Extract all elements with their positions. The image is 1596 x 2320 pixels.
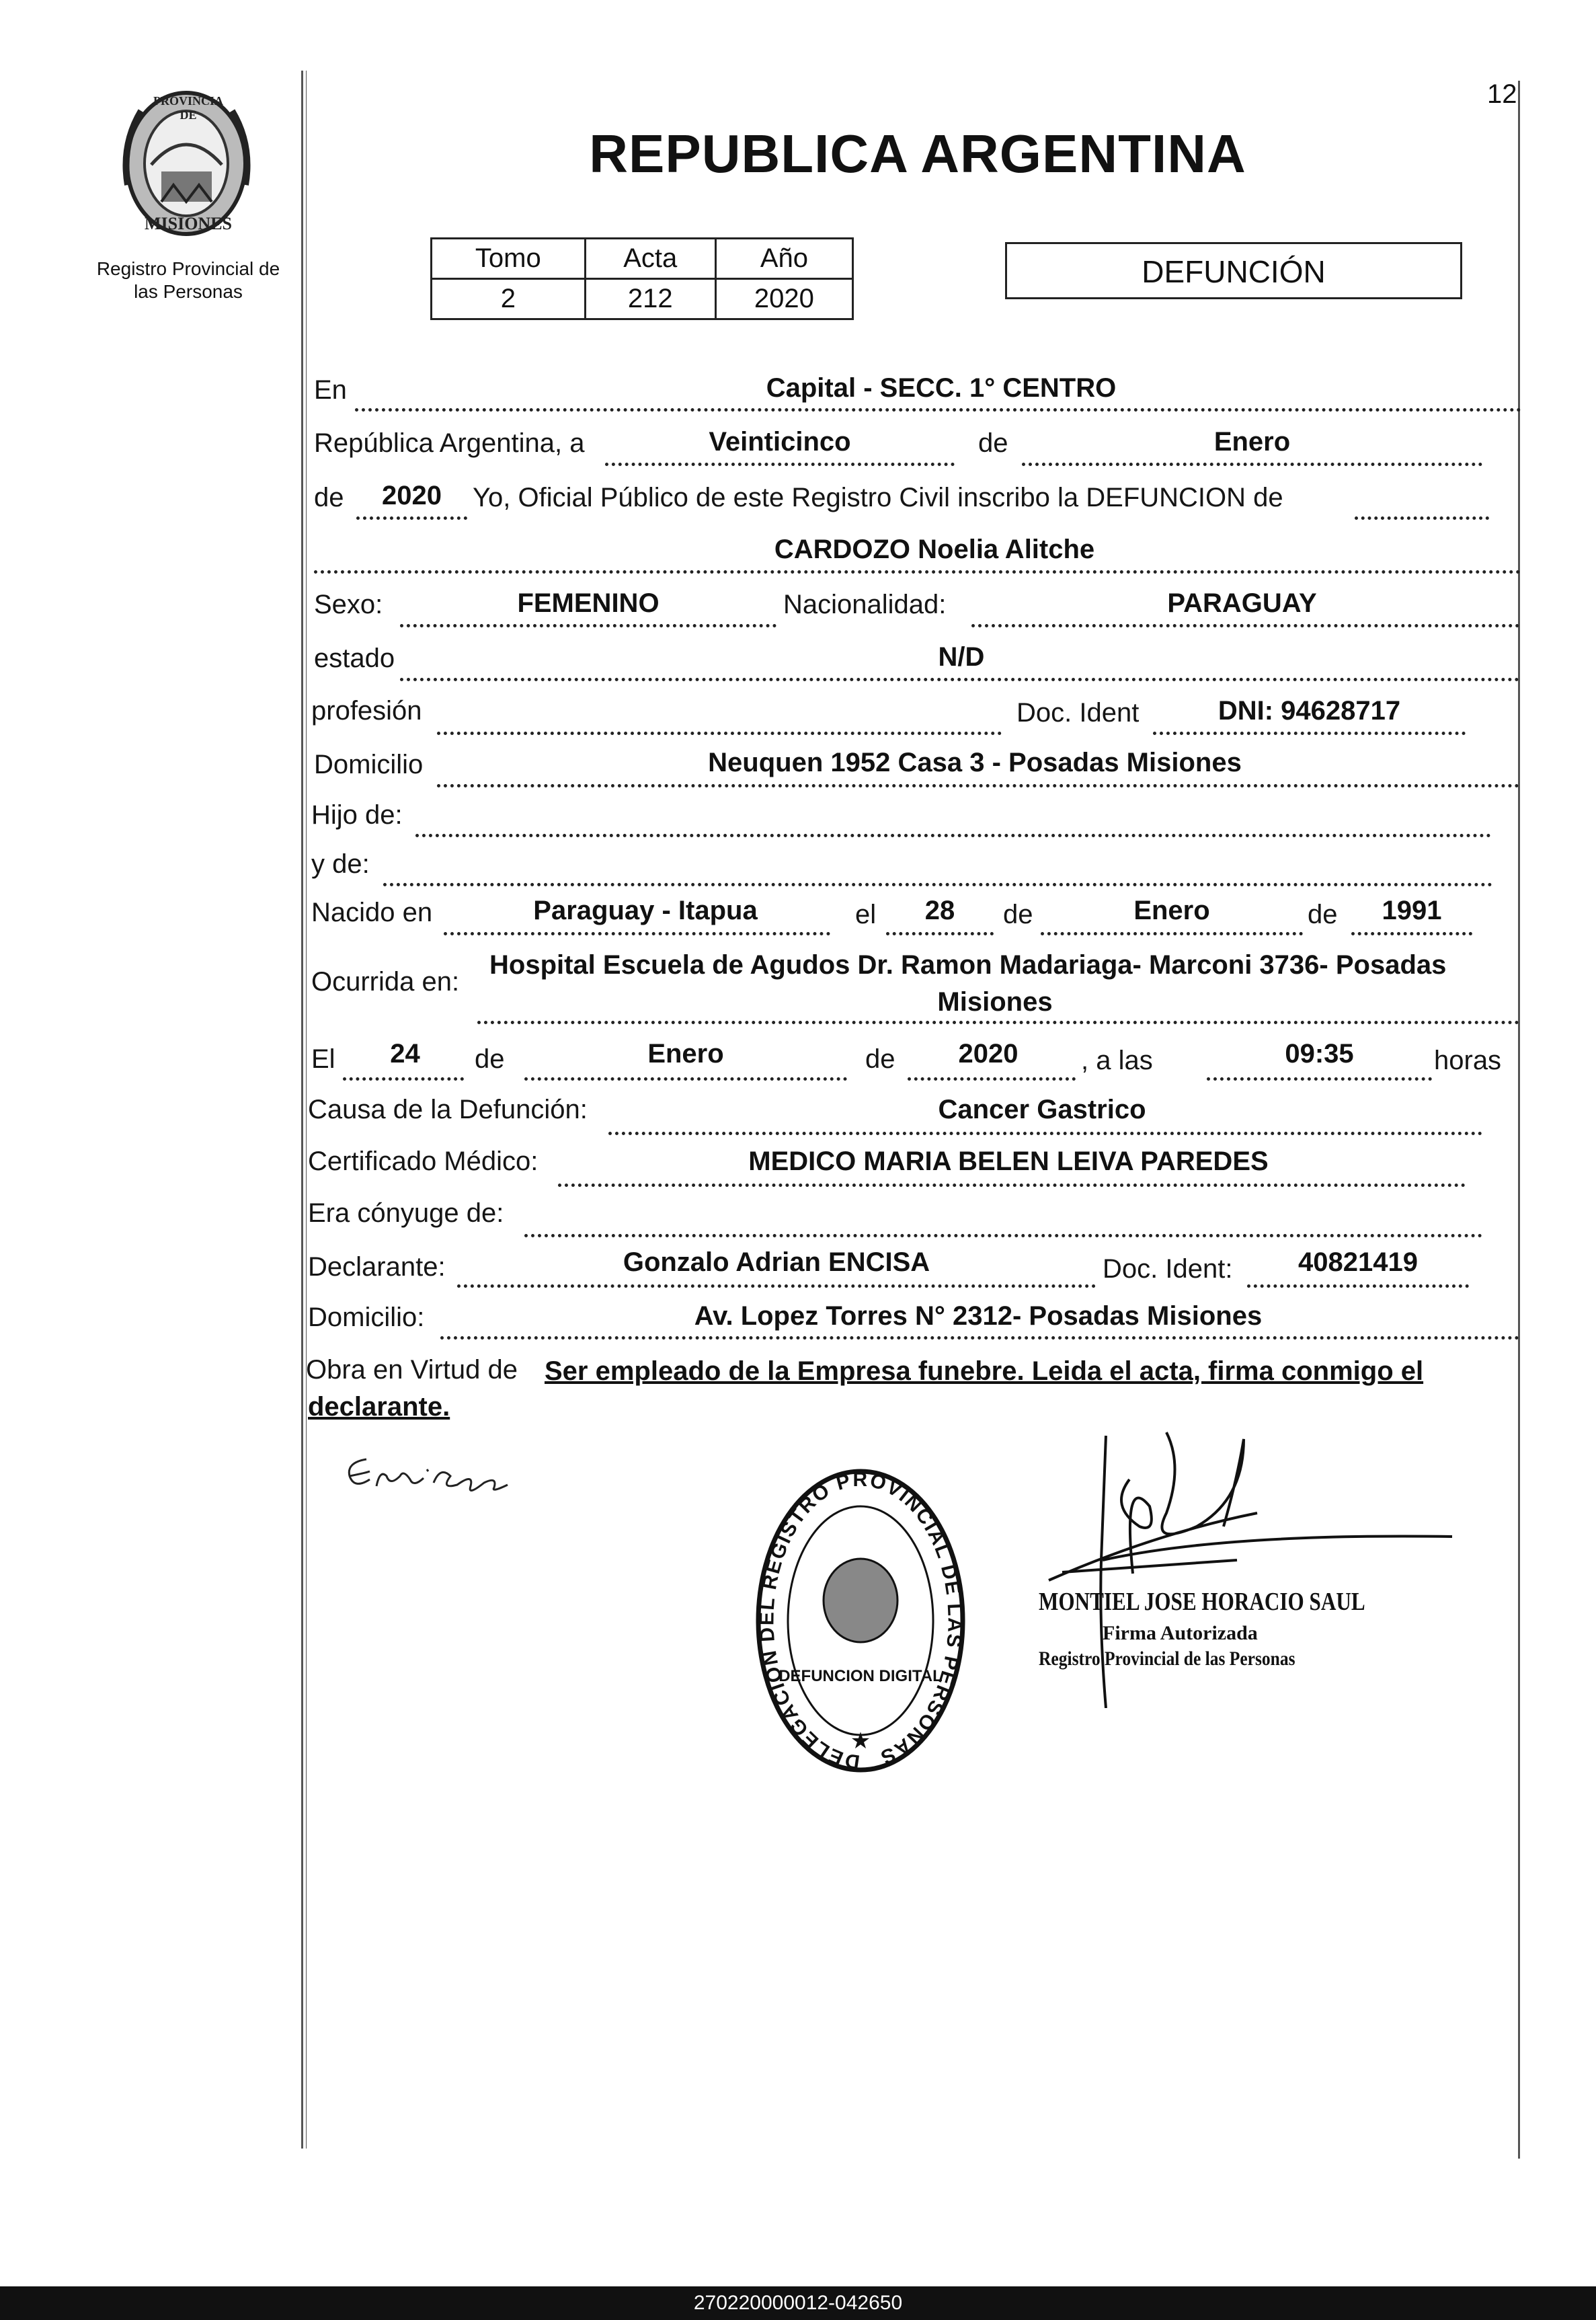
dots-y-de (383, 883, 1492, 886)
nac-dia-value: 28 (924, 896, 955, 925)
label-el: el (855, 900, 877, 929)
def-mes-value: Enero (647, 1039, 724, 1069)
label-el-cap: El (311, 1044, 335, 1074)
dia-texto-value: Veinticinco (709, 427, 851, 457)
dots-profesion (437, 732, 1002, 735)
label-de-3: de (1003, 900, 1033, 929)
label-certificado: Certificado Médico: (308, 1147, 538, 1176)
nacido-en-value: Paraguay - Itapua (533, 896, 758, 925)
label-y-de: y de: (311, 849, 370, 879)
label-domicilio: Domicilio (314, 750, 424, 779)
dots-hijo-de (415, 834, 1491, 837)
left-margin-line-inner (306, 71, 307, 2149)
dots-nac-mes (1041, 932, 1303, 935)
dots-lugar (355, 408, 1521, 412)
label-sexo: Sexo: (314, 590, 383, 619)
label-hijo-de: Hijo de: (311, 800, 403, 830)
page-number: 12 (1487, 79, 1517, 109)
dots-ocurrida (477, 1021, 1519, 1024)
domicilio-value: Neuquen 1952 Casa 3 - Posadas Misiones (708, 748, 1242, 777)
label-de-4: de (1308, 900, 1338, 929)
doc-value: DNI: 94628717 (1218, 696, 1401, 726)
dots-conyuge (524, 1234, 1482, 1237)
dots-nombre (314, 570, 1521, 574)
nac-anio-value: 1991 (1382, 896, 1442, 925)
nacionalidad-value: PARAGUAY (1167, 588, 1317, 618)
anio-acta-value: 2020 (382, 481, 442, 510)
certificado-value: MEDICO MARIA BELEN LEIVA PAREDES (748, 1147, 1269, 1176)
obra-value-2: declarante. (308, 1392, 450, 1422)
nombre-value: CARDOZO Noelia Alitche (774, 535, 1095, 564)
dots-sexo (400, 624, 776, 627)
registry-table (430, 237, 854, 320)
dots-anio (356, 516, 467, 520)
emblem-ring-text-bottom: MISIONES (144, 214, 233, 233)
dots-nacido-en (444, 932, 830, 935)
dots-nacionalidad (971, 624, 1519, 627)
record-type: DEFUNCIÓN (1142, 254, 1326, 289)
label-obra: Obra en Virtud de (306, 1355, 518, 1385)
official-name: MONTIEL JOSE HORACIO SAUL (1039, 1588, 1365, 1616)
right-margin-line (1518, 81, 1520, 2159)
dots-nac-dia (886, 932, 994, 935)
def-anio-value: 2020 (958, 1039, 1019, 1069)
label-doc-ident-2: Doc. Ident: (1103, 1254, 1233, 1284)
declarante-doc-value: 40821419 (1298, 1247, 1418, 1277)
label-doc-ident: Doc. Ident (1016, 698, 1140, 728)
declarant-signature (340, 1439, 541, 1506)
ocurrida-value-2: Misiones (937, 987, 1053, 1017)
label-de-1: de (978, 428, 1008, 458)
dots-causa (608, 1132, 1482, 1135)
tomo-header: Tomo (432, 239, 586, 279)
dots-estado (400, 678, 1519, 681)
dots-yo-end (1355, 516, 1489, 520)
nac-mes-value: Enero (1133, 896, 1210, 925)
label-de-6: de (865, 1044, 895, 1074)
causa-value: Cancer Gastrico (938, 1095, 1146, 1124)
seal-inner-text: DEFUNCION DIGITAL (779, 1667, 943, 1685)
dots-declarante (457, 1284, 1096, 1288)
label-republica: República Argentina, a (314, 428, 585, 458)
star-icon: ★ (850, 1728, 871, 1754)
label-domicilio-2: Domicilio: (308, 1303, 425, 1332)
label-de-5: de (475, 1044, 505, 1074)
label-estado: estado (314, 644, 395, 673)
acta-value: 212 (585, 279, 715, 319)
lugar-value: Capital - SECC. 1° CENTRO (766, 373, 1117, 403)
seal-ring-text: DELEGACION DEL REGISTRO PROVINCIAL DE LAS PERSONAS (756, 1468, 966, 1773)
label-de-2: de (314, 483, 344, 512)
dots-certificado (558, 1184, 1466, 1187)
dots-declarante-doc (1247, 1284, 1469, 1288)
emblem-ring-text-top: PROVINCIA DE (153, 94, 223, 122)
dots-declarante-domicilio (440, 1336, 1519, 1340)
label-horas: horas (1434, 1046, 1502, 1075)
label-profesion: profesión (311, 696, 422, 726)
official-office: Registro Provincial de las Personas (1039, 1648, 1295, 1670)
tomo-value: 2 (432, 279, 586, 319)
declarante-value: Gonzalo Adrian ENCISA (623, 1247, 930, 1277)
label-yo: Yo, Oficial Público de este Registro Civil inscribo la DEFUNCION de (473, 483, 1283, 512)
dots-def-mes (524, 1077, 847, 1081)
label-declarante: Declarante: (308, 1252, 446, 1282)
label-conyuge: Era cónyuge de: (308, 1198, 504, 1228)
dots-domicilio (437, 784, 1519, 787)
def-dia-value: 24 (390, 1039, 420, 1069)
registry-name: Registro Provincial de las Personas (96, 258, 280, 302)
anio-header: Año (715, 239, 852, 279)
declarante-domicilio-value: Av. Lopez Torres N° 2312- Posadas Misiones (694, 1301, 1263, 1331)
hora-value: 09:35 (1285, 1039, 1354, 1069)
dots-def-anio (908, 1077, 1076, 1081)
official-role: Firma Autorizada (1103, 1622, 1258, 1644)
sexo-value: FEMENINO (517, 588, 660, 618)
label-en: En (314, 375, 347, 405)
mes-acta-value: Enero (1213, 427, 1291, 457)
page-title: REPUBLICA ARGENTINA (589, 124, 1246, 184)
dots-dia (605, 463, 955, 466)
dots-nac-anio (1351, 932, 1472, 935)
anio-value: 2020 (715, 279, 852, 319)
label-ocurrida-en: Ocurrida en: (311, 967, 460, 997)
dots-def-dia (343, 1077, 464, 1081)
dots-doc (1153, 732, 1466, 735)
official-seal (753, 1466, 968, 1775)
left-margin-line (301, 71, 303, 2149)
label-nacionalidad: Nacionalidad: (783, 590, 947, 619)
acta-header: Acta (585, 239, 715, 279)
footer-code: 270220000012-042650 (0, 2286, 1596, 2320)
estado-value: N/D (938, 642, 985, 672)
label-a-las: , a las (1081, 1046, 1153, 1075)
dots-mes (1022, 463, 1482, 466)
obra-value-1: Ser empleado de la Empresa funebre. Leida el acta, firma conmigo el (545, 1356, 1424, 1386)
ocurrida-value-1: Hospital Escuela de Agudos Dr. Ramon Madariaga- Marconi 3736- Posadas (489, 950, 1447, 980)
label-causa: Causa de la Defunción: (308, 1095, 588, 1124)
record-type-box (1005, 242, 1462, 299)
label-nacido-en: Nacido en (311, 898, 433, 927)
dots-hora (1207, 1077, 1432, 1081)
